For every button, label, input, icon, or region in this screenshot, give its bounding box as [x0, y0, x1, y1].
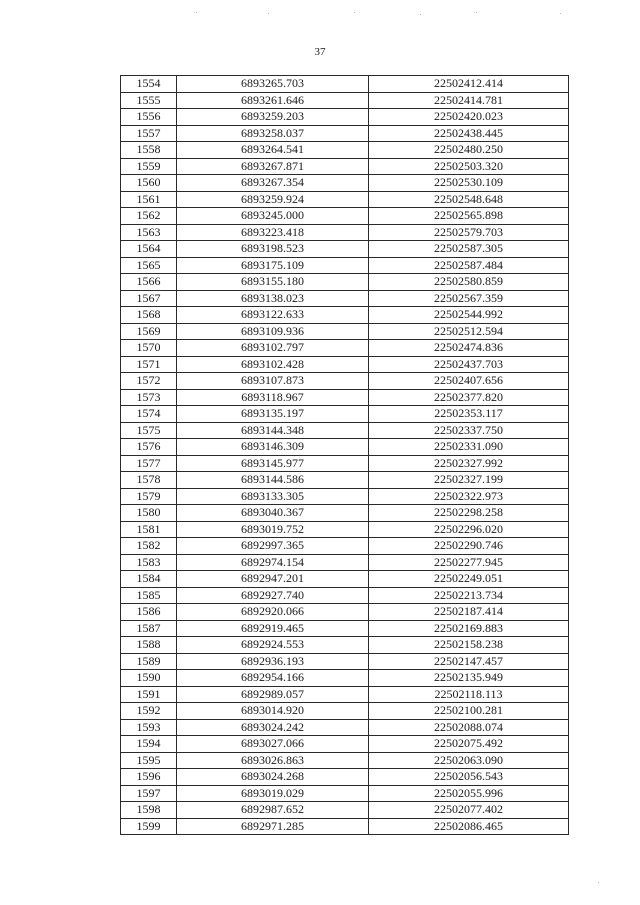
table-row	[121, 538, 569, 555]
point-number-cell: 1599	[121, 818, 177, 835]
table-row	[121, 191, 569, 208]
y-coordinate-cell: 22502530.109	[369, 175, 569, 192]
table-row	[121, 142, 569, 159]
y-coordinate-cell: 22502290.746	[369, 538, 569, 555]
table-row	[121, 736, 569, 753]
scan-speck	[476, 12, 477, 13]
x-coordinate-cell: 6893146.309	[177, 439, 369, 456]
y-coordinate-cell: 22502213.734	[369, 587, 569, 604]
table-row	[121, 307, 569, 324]
y-coordinate-cell: 22502135.949	[369, 670, 569, 687]
point-number-cell: 1586	[121, 604, 177, 621]
point-number-cell: 1580	[121, 505, 177, 522]
table-row	[121, 175, 569, 192]
x-coordinate-cell: 6893245.000	[177, 208, 369, 225]
x-coordinate-cell: 6893019.752	[177, 521, 369, 538]
point-number-cell: 1575	[121, 422, 177, 439]
table-row	[121, 703, 569, 720]
point-number-cell: 1581	[121, 521, 177, 538]
coordinates-table-body	[121, 76, 569, 835]
y-coordinate-cell: 22502331.090	[369, 439, 569, 456]
y-coordinate-cell: 22502169.883	[369, 620, 569, 637]
x-coordinate-cell: 6893026.863	[177, 752, 369, 769]
table-row	[121, 769, 569, 786]
x-coordinate-cell: 6892936.193	[177, 653, 369, 670]
point-number-cell: 1562	[121, 208, 177, 225]
x-coordinate-cell: 6893109.936	[177, 323, 369, 340]
table-row	[121, 323, 569, 340]
point-number-cell: 1568	[121, 307, 177, 324]
point-number-cell: 1555	[121, 92, 177, 109]
y-coordinate-cell: 22502147.457	[369, 653, 569, 670]
point-number-cell: 1572	[121, 373, 177, 390]
y-coordinate-cell: 22502565.898	[369, 208, 569, 225]
x-coordinate-cell: 6893138.023	[177, 290, 369, 307]
point-number-cell: 1595	[121, 752, 177, 769]
y-coordinate-cell: 22502337.750	[369, 422, 569, 439]
table-row	[121, 257, 569, 274]
point-number-cell: 1590	[121, 670, 177, 687]
scan-speck	[268, 13, 269, 14]
y-coordinate-cell: 22502322.973	[369, 488, 569, 505]
table-row	[121, 604, 569, 621]
table-row	[121, 158, 569, 175]
point-number-cell: 1566	[121, 274, 177, 291]
table-row	[121, 109, 569, 126]
x-coordinate-cell: 6893118.967	[177, 389, 369, 406]
point-number-cell: 1594	[121, 736, 177, 753]
y-coordinate-cell: 22502437.703	[369, 356, 569, 373]
point-number-cell: 1558	[121, 142, 177, 159]
x-coordinate-cell: 6893024.268	[177, 769, 369, 786]
y-coordinate-cell: 22502503.320	[369, 158, 569, 175]
point-number-cell: 1597	[121, 785, 177, 802]
x-coordinate-cell: 6893122.633	[177, 307, 369, 324]
x-coordinate-cell: 6893261.646	[177, 92, 369, 109]
x-coordinate-cell: 6893145.977	[177, 455, 369, 472]
table-row	[121, 587, 569, 604]
table-row	[121, 620, 569, 637]
y-coordinate-cell: 22502567.359	[369, 290, 569, 307]
point-number-cell: 1583	[121, 554, 177, 571]
point-number-cell: 1571	[121, 356, 177, 373]
table-row	[121, 373, 569, 390]
table-row	[121, 356, 569, 373]
y-coordinate-cell: 22502474.836	[369, 340, 569, 357]
point-number-cell: 1559	[121, 158, 177, 175]
point-number-cell: 1577	[121, 455, 177, 472]
page-number: 37	[314, 46, 326, 58]
x-coordinate-cell: 6893133.305	[177, 488, 369, 505]
x-coordinate-cell: 6892947.201	[177, 571, 369, 588]
point-number-cell: 1574	[121, 406, 177, 423]
x-coordinate-cell: 6892997.365	[177, 538, 369, 555]
y-coordinate-cell: 22502277.945	[369, 554, 569, 571]
table-row	[121, 670, 569, 687]
x-coordinate-cell: 6892924.553	[177, 637, 369, 654]
point-number-cell: 1573	[121, 389, 177, 406]
x-coordinate-cell: 6893027.066	[177, 736, 369, 753]
table-row	[121, 76, 569, 93]
x-coordinate-cell: 6892920.066	[177, 604, 369, 621]
y-coordinate-cell: 22502056.543	[369, 769, 569, 786]
y-coordinate-cell: 22502548.648	[369, 191, 569, 208]
table-row	[121, 719, 569, 736]
table-row	[121, 439, 569, 456]
y-coordinate-cell: 22502077.402	[369, 802, 569, 819]
point-number-cell: 1560	[121, 175, 177, 192]
table-row	[121, 505, 569, 522]
table-row	[121, 818, 569, 835]
table-row	[121, 455, 569, 472]
y-coordinate-cell: 22502587.484	[369, 257, 569, 274]
y-coordinate-cell: 22502327.199	[369, 472, 569, 489]
point-number-cell: 1578	[121, 472, 177, 489]
table-row	[121, 785, 569, 802]
scan-speck	[598, 882, 599, 883]
table-row	[121, 488, 569, 505]
point-number-cell: 1579	[121, 488, 177, 505]
x-coordinate-cell: 6893264.541	[177, 142, 369, 159]
x-coordinate-cell: 6893198.523	[177, 241, 369, 258]
y-coordinate-cell: 22502414.781	[369, 92, 569, 109]
y-coordinate-cell: 22502580.859	[369, 274, 569, 291]
scan-speck	[420, 14, 421, 15]
x-coordinate-cell: 6893135.197	[177, 406, 369, 423]
y-coordinate-cell: 22502100.281	[369, 703, 569, 720]
y-coordinate-cell: 22502298.258	[369, 505, 569, 522]
scan-speck	[196, 12, 197, 13]
table-row	[121, 752, 569, 769]
x-coordinate-cell: 6892971.285	[177, 818, 369, 835]
point-number-cell: 1592	[121, 703, 177, 720]
x-coordinate-cell: 6893040.367	[177, 505, 369, 522]
x-coordinate-cell: 6893223.418	[177, 224, 369, 241]
scan-speck	[560, 13, 561, 14]
point-number-cell: 1576	[121, 439, 177, 456]
table-row	[121, 389, 569, 406]
table-row	[121, 802, 569, 819]
point-number-cell: 1556	[121, 109, 177, 126]
y-coordinate-cell: 22502512.594	[369, 323, 569, 340]
x-coordinate-cell: 6893024.242	[177, 719, 369, 736]
y-coordinate-cell: 22502187.414	[369, 604, 569, 621]
point-number-cell: 1585	[121, 587, 177, 604]
y-coordinate-cell: 22502249.051	[369, 571, 569, 588]
table-row	[121, 274, 569, 291]
table-row	[121, 208, 569, 225]
x-coordinate-cell: 6893259.924	[177, 191, 369, 208]
x-coordinate-cell: 6892974.154	[177, 554, 369, 571]
x-coordinate-cell: 6892927.740	[177, 587, 369, 604]
point-number-cell: 1561	[121, 191, 177, 208]
table-row	[121, 521, 569, 538]
point-number-cell: 1570	[121, 340, 177, 357]
y-coordinate-cell: 22502377.820	[369, 389, 569, 406]
table-row	[121, 92, 569, 109]
point-number-cell: 1563	[121, 224, 177, 241]
x-coordinate-cell: 6892919.465	[177, 620, 369, 637]
point-number-cell: 1591	[121, 686, 177, 703]
x-coordinate-cell: 6893175.109	[177, 257, 369, 274]
x-coordinate-cell: 6893019.029	[177, 785, 369, 802]
x-coordinate-cell: 6893155.180	[177, 274, 369, 291]
point-number-cell: 1598	[121, 802, 177, 819]
point-number-cell: 1596	[121, 769, 177, 786]
x-coordinate-cell: 6892987.652	[177, 802, 369, 819]
y-coordinate-cell: 22502063.090	[369, 752, 569, 769]
table-row	[121, 571, 569, 588]
table-row	[121, 340, 569, 357]
point-number-cell: 1569	[121, 323, 177, 340]
x-coordinate-cell: 6893014.920	[177, 703, 369, 720]
table-row	[121, 422, 569, 439]
point-number-cell: 1554	[121, 76, 177, 93]
y-coordinate-cell: 22502438.445	[369, 125, 569, 142]
table-row	[121, 554, 569, 571]
table-row	[121, 125, 569, 142]
y-coordinate-cell: 22502327.992	[369, 455, 569, 472]
y-coordinate-cell: 22502420.023	[369, 109, 569, 126]
x-coordinate-cell: 6893144.348	[177, 422, 369, 439]
table-row	[121, 472, 569, 489]
y-coordinate-cell: 22502587.305	[369, 241, 569, 258]
point-number-cell: 1564	[121, 241, 177, 258]
y-coordinate-cell: 22502075.492	[369, 736, 569, 753]
point-number-cell: 1588	[121, 637, 177, 654]
y-coordinate-cell: 22502158.238	[369, 637, 569, 654]
x-coordinate-cell: 6893267.354	[177, 175, 369, 192]
point-number-cell: 1557	[121, 125, 177, 142]
y-coordinate-cell: 22502412.414	[369, 76, 569, 93]
y-coordinate-cell: 22502407.656	[369, 373, 569, 390]
point-number-cell: 1584	[121, 571, 177, 588]
point-number-cell: 1582	[121, 538, 177, 555]
x-coordinate-cell: 6893259.203	[177, 109, 369, 126]
table-row	[121, 637, 569, 654]
x-coordinate-cell: 6892954.166	[177, 670, 369, 687]
x-coordinate-cell: 6893102.428	[177, 356, 369, 373]
x-coordinate-cell: 6893267.871	[177, 158, 369, 175]
table-row	[121, 241, 569, 258]
table-row	[121, 653, 569, 670]
point-number-cell: 1565	[121, 257, 177, 274]
y-coordinate-cell: 22502353.117	[369, 406, 569, 423]
y-coordinate-cell: 22502579.703	[369, 224, 569, 241]
table-row	[121, 290, 569, 307]
x-coordinate-cell: 6893102.797	[177, 340, 369, 357]
x-coordinate-cell: 6893265.703	[177, 76, 369, 93]
scan-speck	[354, 12, 355, 13]
x-coordinate-cell: 6892989.057	[177, 686, 369, 703]
y-coordinate-cell: 22502086.465	[369, 818, 569, 835]
x-coordinate-cell: 6893107.873	[177, 373, 369, 390]
y-coordinate-cell: 22502055.996	[369, 785, 569, 802]
point-number-cell: 1593	[121, 719, 177, 736]
y-coordinate-cell: 22502296.020	[369, 521, 569, 538]
y-coordinate-cell: 22502480.250	[369, 142, 569, 159]
y-coordinate-cell: 22502544.992	[369, 307, 569, 324]
y-coordinate-cell: 22502088.074	[369, 719, 569, 736]
coordinates-table	[120, 75, 569, 835]
x-coordinate-cell: 6893144.586	[177, 472, 369, 489]
point-number-cell: 1567	[121, 290, 177, 307]
table-row	[121, 224, 569, 241]
x-coordinate-cell: 6893258.037	[177, 125, 369, 142]
table-row	[121, 406, 569, 423]
y-coordinate-cell: 22502118.113	[369, 686, 569, 703]
table-row	[121, 686, 569, 703]
point-number-cell: 1587	[121, 620, 177, 637]
point-number-cell: 1589	[121, 653, 177, 670]
